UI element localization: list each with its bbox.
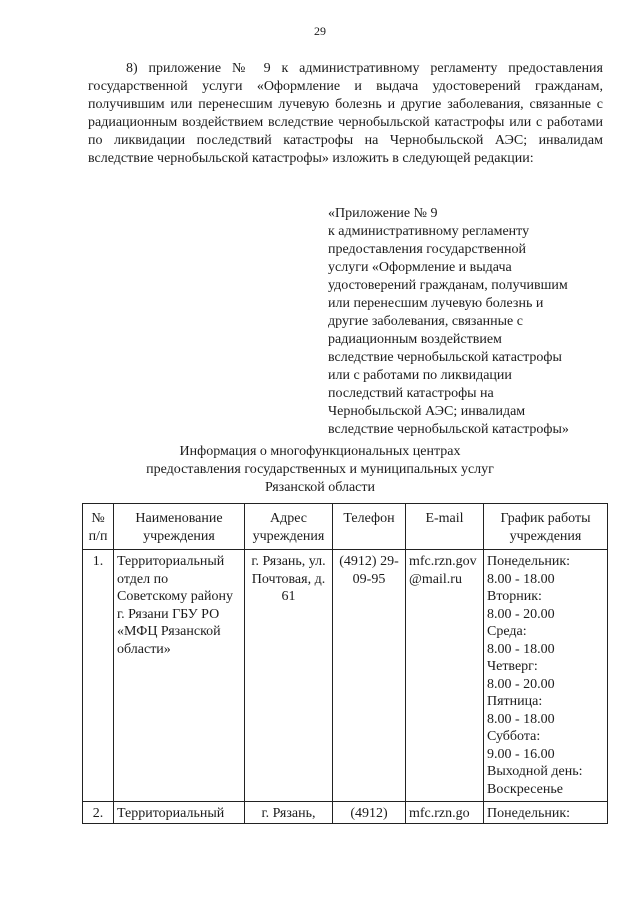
header-address: Адрес учреждения	[245, 504, 333, 550]
institution-name: Территориальный	[114, 802, 245, 824]
schedule-line: 8.00 - 20.00	[487, 606, 555, 622]
heading-line: Рязанской области	[264, 480, 376, 495]
appendix-line: или перенесшим лучевую болезнь и	[328, 296, 544, 311]
schedule-line: 8.00 - 18.00	[487, 711, 555, 727]
schedule-line: Пятница:	[487, 694, 543, 709]
schedule-cell	[484, 550, 608, 802]
schedule-line: Суббота:	[487, 729, 541, 744]
table-row	[83, 802, 608, 824]
intro-paragraph: 8) приложение № 9 к административному регламенту предоставления государственной услуги «Оформление и выдача удостоверений гражданам, получившим или перенесшим лучевую болезнь и другие заболевания, связанные с радиационным воздействием вследствие чернобыльской катастрофы или с работами по ликвидации последствий катастрофы на Чернобыльской АЭС; инвалидам вследствие чернобыльской катастрофы» изложить в следующей редакции:	[88, 61, 603, 166]
appendix-line: или с работами по ликвидации	[328, 368, 512, 383]
schedule-line: Выходной день:	[487, 764, 583, 779]
appendix-line: вследствие чернобыльской катастрофы»	[328, 422, 569, 437]
schedule-line: 8.00 - 18.00	[487, 571, 555, 587]
appendix-line: удостоверений гражданам, получившим	[328, 278, 568, 293]
appendix-line: последствий катастрофы на	[328, 386, 494, 401]
schedule-line: 8.00 - 18.00	[487, 641, 555, 657]
heading-line: Информация о многофункциональных центрах	[179, 444, 461, 459]
header-email: E-mail	[406, 504, 484, 550]
appendix-line: предоставления государственной	[328, 242, 527, 257]
table-header-row	[83, 504, 608, 550]
institution-email: mfc.rzn.go	[406, 802, 484, 824]
header-name: Наименование учреждения	[114, 504, 245, 550]
row-number: 1.	[83, 550, 114, 802]
schedule-line: 8.00 - 20.00	[487, 676, 555, 692]
schedule-line: Четверг:	[487, 659, 538, 674]
appendix-header	[328, 205, 618, 439]
schedule-line: Понедельник:	[487, 806, 571, 821]
appendix-line: радиационным воздействием	[328, 332, 502, 347]
table-row	[83, 550, 608, 802]
mfc-table	[82, 503, 608, 824]
schedule-line: 9.00 - 16.00	[487, 746, 555, 762]
row-number: 2.	[83, 802, 114, 824]
table-heading	[0, 443, 640, 497]
schedule-line: Воскресенье	[487, 781, 563, 797]
appendix-line: другие заболевания, связанные с	[328, 314, 523, 329]
header-phone: Телефон	[333, 504, 406, 550]
schedule-line: Вторник:	[487, 589, 542, 604]
appendix-line: услуги «Оформление и выдача	[328, 260, 512, 275]
institution-phone: (4912) 29-09-95	[333, 550, 406, 802]
appendix-line: Чернобыльской АЭС; инвалидам	[328, 404, 526, 419]
header-schedule: График работы учреждения	[484, 504, 608, 550]
appendix-line: «Приложение № 9	[328, 206, 438, 221]
institution-address: г. Рязань,	[245, 802, 333, 824]
institution-phone: (4912)	[333, 802, 406, 824]
institution-email: mfc.rzn.gov@mail.ru	[406, 550, 484, 802]
institution-name: Территориальный отдел по Советскому району г. Рязани ГБУ РО «МФЦ Рязанской области»	[114, 550, 245, 802]
header-number: № п/п	[83, 504, 114, 550]
schedule-line: Понедельник:	[487, 554, 571, 569]
heading-line: предоставления государственных и муниципальных услуг	[146, 462, 494, 477]
appendix-line: к административному регламенту	[328, 224, 530, 239]
schedule-line: Среда:	[487, 624, 527, 639]
appendix-line: вследствие чернобыльской катастрофы	[328, 350, 562, 365]
schedule-cell	[484, 802, 608, 824]
page-number: 29	[314, 24, 326, 38]
institution-address: г. Рязань, ул. Почтовая, д. 61	[245, 550, 333, 802]
